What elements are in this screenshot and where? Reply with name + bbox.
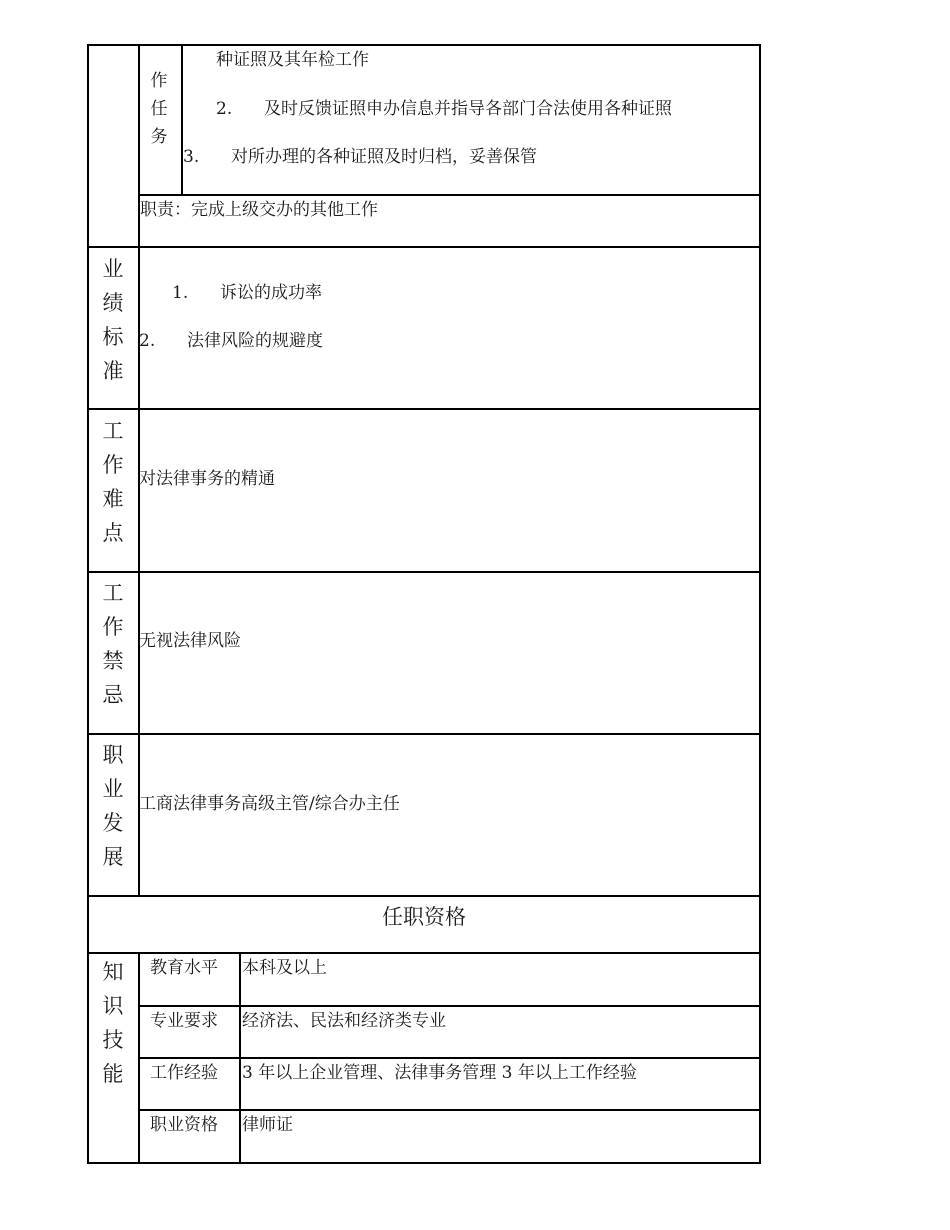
qualification-row-label: 教育水平: [150, 958, 218, 978]
qualification-row-label: 职业资格: [150, 1115, 218, 1135]
task-item-3: 3. 对所办理的各种证照及时归档，妥善保管: [183, 147, 537, 167]
difficulty-label: 工 作 难 点: [102, 419, 124, 545]
taboo-label: 工 作 禁 忌: [102, 581, 124, 707]
performance-item-2: 2. 法律风险的规避度: [139, 331, 323, 351]
task-label: 作 任 务: [150, 71, 168, 147]
qualification-row-label: 工作经验: [150, 1063, 218, 1083]
performance-label: 业 绩 标 准: [102, 257, 124, 383]
duty-text: 职责：完成上级交办的其他工作: [140, 200, 378, 220]
qualification-row-value: 律师证: [242, 1115, 293, 1135]
career-label: 职 业 发 展: [102, 743, 124, 869]
qualification-row-label: 专业要求: [150, 1011, 218, 1031]
performance-item-1: 1. 诉讼的成功率: [172, 283, 322, 303]
task-item-2: 2. 及时反馈证照申办信息并指导各部门合法使用各种证照: [216, 99, 672, 119]
knowledge-skills-label: 知 识 技 能: [102, 960, 124, 1086]
qualification-title: 任职资格: [382, 905, 466, 929]
qualification-row-value: 经济法、民法和经济类专业: [242, 1011, 446, 1031]
task-line-0: 种证照及其年检工作: [216, 50, 369, 70]
difficulty-text: 对法律事务的精通: [139, 469, 275, 489]
qualification-row-value: 3 年以上企业管理、法律事务管理 3 年以上工作经验: [242, 1063, 637, 1083]
taboo-text: 无视法律风险: [139, 631, 241, 651]
career-text: 工商法律事务高级主管/综合办主任: [139, 794, 400, 814]
qualification-row-value: 本科及以上: [242, 958, 327, 978]
